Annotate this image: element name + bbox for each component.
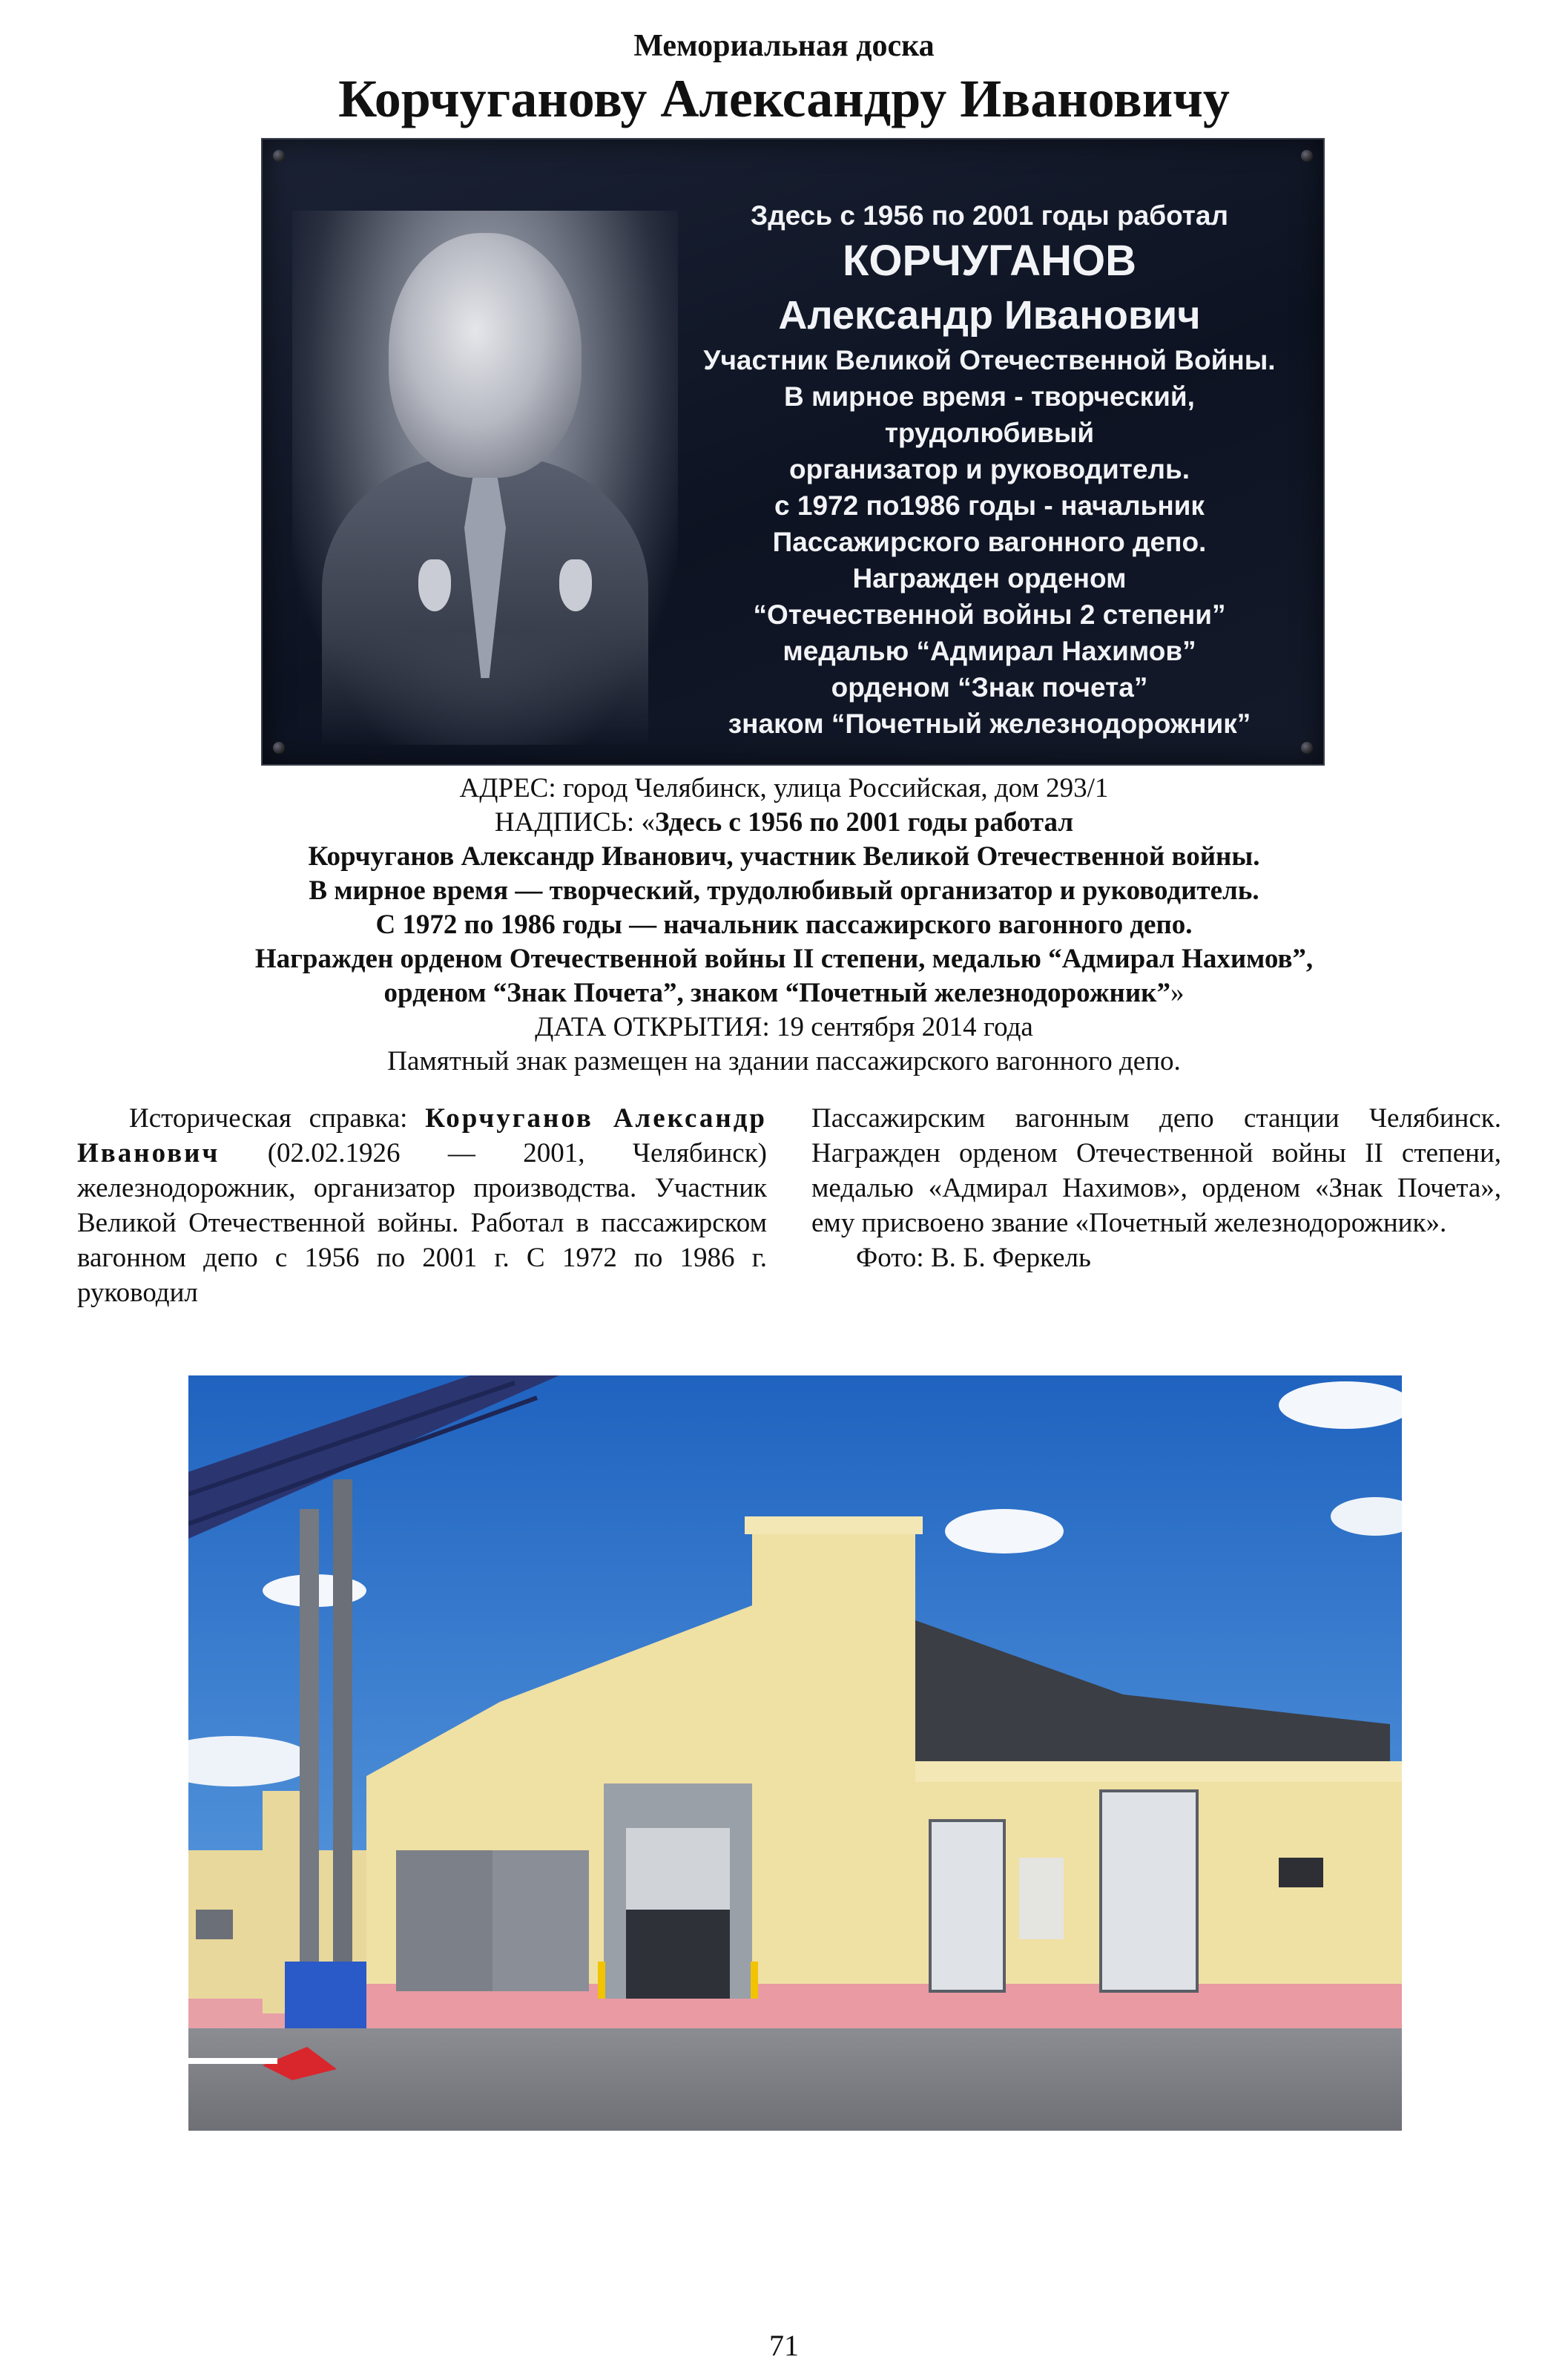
date-label: ДАТА ОТКРЫТИЯ: — [535, 1012, 770, 1042]
address-label: АДРЕС: — [459, 773, 556, 803]
plaque-line: В мирное время - творческий, трудолюбивый — [784, 381, 1195, 448]
plaque-line: Пассажирского вагонного депо. — [772, 527, 1207, 557]
address-line — [0, 772, 1568, 806]
history-person-name: Корчуганов Александр Иванович — [77, 1103, 767, 1168]
opening-date-line — [0, 1010, 1568, 1045]
plaque-line: знаком “Почетный железнодорожник” — [728, 709, 1251, 739]
plaque-line: Участник Великой Отечественной Войны. — [703, 345, 1276, 375]
memorial-plaque-image — [261, 138, 1325, 766]
portrait-engraving — [292, 211, 678, 745]
inscription-text: С 1972 по 1986 годы — начальник пассажирского вагонного депо. — [375, 910, 1193, 940]
location-note: Памятный знак размещен на здании пассажирского вагонного депо. — [387, 1046, 1181, 1076]
kicker-line: Мемориальная доска — [633, 29, 935, 63]
inscription-line: НАДПИСЬ: «Здесь с 1956 по 2001 годы работал — [494, 807, 1074, 838]
depot-building-photo — [188, 1375, 1402, 2131]
date-value: 19 сентября 2014 года — [769, 1012, 1033, 1042]
inscription-text: Здесь с 1956 по 2001 годы работал — [654, 807, 1074, 838]
plaque-line: орденом “Знак почета” — [831, 672, 1148, 703]
history-column-left — [77, 1101, 767, 1310]
history-text-continued: Пассажирским вагонным депо станции Челябинск. Награжден орденом Отечественной войны II степени, медалью «Адмирал Нахимов», орденом «Знак Почета», ему присвоено звание «Почетный железнодорожник». — [811, 1103, 1501, 1238]
inscription-label: НАДПИСЬ: — [494, 807, 635, 838]
plaque-surname: КОРЧУГАНОВ — [842, 237, 1137, 285]
page-number: 71 — [769, 2329, 799, 2362]
photo-credit: Фото: В. Б. Феркель — [856, 1243, 1091, 1273]
inscription-text: Награжден орденом Отечественной войны II степени, медалью “Адмирал Нахимов”, — [254, 944, 1314, 974]
plaque-inscription — [678, 197, 1301, 742]
plaque-line: медалью “Адмирал Нахимов” — [783, 636, 1196, 666]
inscription-text: Корчуганов Александр Иванович, участник Великой Отечественной войны. — [308, 841, 1260, 872]
plaque-line: Здесь с 1956 по 2001 годы работал — [751, 200, 1228, 231]
plaque-line: Награжден орденом — [852, 563, 1127, 594]
history-intro: Историческая справка: — [129, 1103, 426, 1134]
address-value: город Челябинск, улица Российская, дом 293/1 — [556, 773, 1109, 803]
plaque-given-name: Александр Иванович — [778, 293, 1201, 338]
history-column-right — [811, 1101, 1501, 1275]
page-title: Корчуганову Александру Ивановичу — [338, 69, 1230, 128]
history-text: (02.02.1926 — 2001, Челябинск) железнодорожник, организатор производства. Участник Великой Отечественной войны. Работал в пассажирском вагонном депо с 1956 по 2001 г. С 1972 по 1986 г. руководил — [77, 1138, 767, 1308]
inscription-text: В мирное время — творческий, трудолюбивый организатор и руководитель. — [309, 875, 1259, 906]
plaque-line: с 1972 по1986 годы - начальник — [774, 490, 1205, 521]
inscription-text: орденом “Знак Почета”, знаком “Почетный железнодорожник” — [383, 978, 1170, 1008]
plaque-line: “Отечественной войны 2 степени” — [753, 599, 1226, 630]
plaque-details: АДРЕС: город Челябинск, улица Российская, дом 293/1 НАДПИСЬ: «Здесь с 1956 по 2001 годы работал Корчуганов Александр Иванович, участник Великой Отечественной войны. В мирное время — творческий, трудолюбивый организатор и руководитель. С 1972 по 1986 годы — начальник пассажирского вагонного депо. Награжден орденом Отечественной войны II степени, медалью “Адмирал Нахимов”, орденом “Знак Почета”, знаком “Почетный железнодорожник”» ДАТА ОТКРЫТИЯ: 19 сентября 2014 года Памятный знак размещен на здании пассажирского вагонного депо. — [0, 772, 1568, 1079]
plaque-line: организатор и руководитель. — [788, 454, 1190, 484]
